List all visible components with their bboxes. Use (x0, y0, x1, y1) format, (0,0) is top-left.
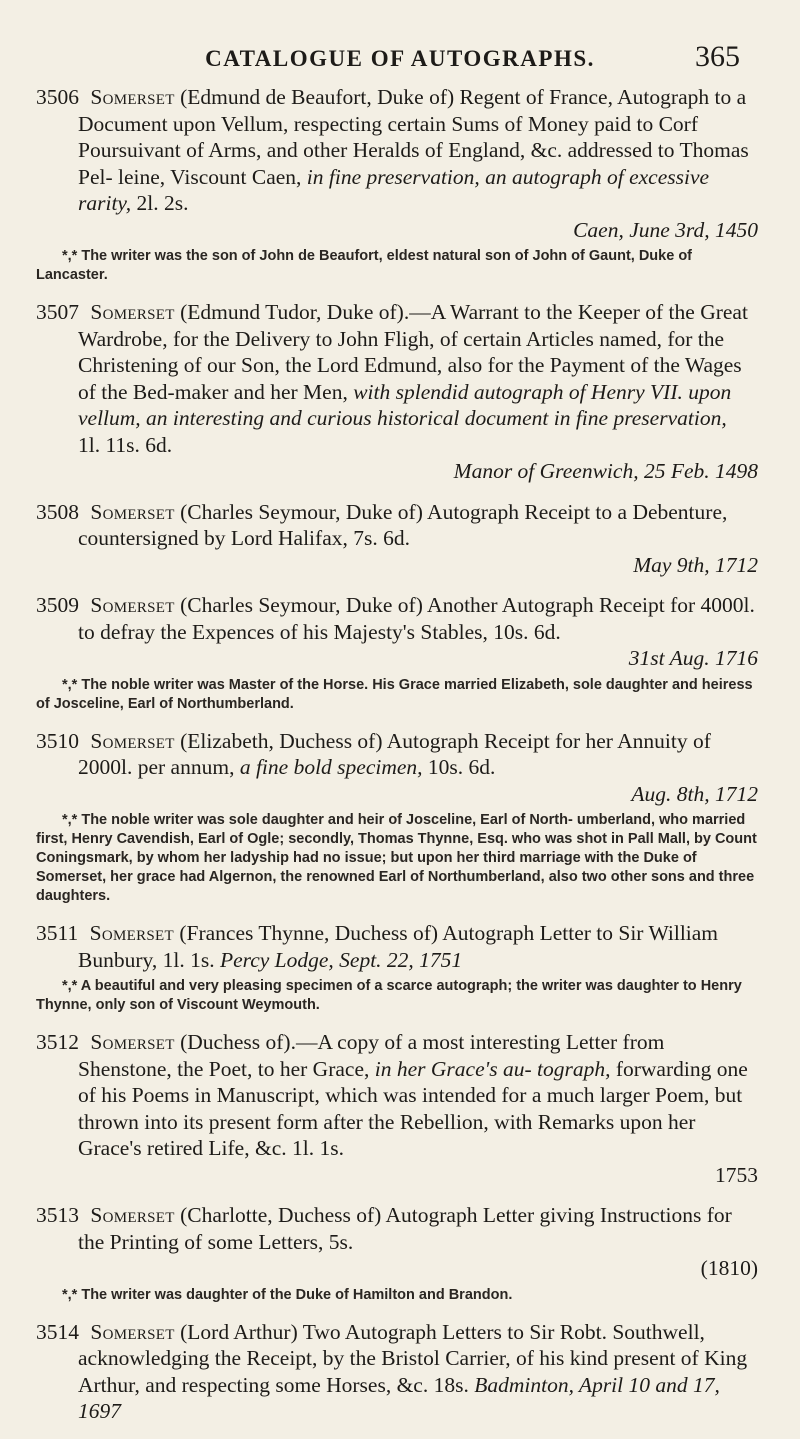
catalogue-entry (36, 499, 758, 579)
entry-description: (Lord Arthur) Two Autograph Letters to Sir Robt. Southwell, acknowledging the Receipt, by the Bristol Carrier, of his kind present of King Arthur, and respecting some Horses, &c. (78, 1319, 748, 1397)
entry-note: *,* The noble writer was sole daughter and heir of Josceline, Earl of North- umberland, who married first, Henry Cavendish, Earl of Ogle; secondly, Thomas Thynne, Esq. who was shot in Pall Mall, by Count Coningsmark, by whom her ladyship had no issue; but upon her third marriage with the Duke of Somerset, her grace had Algernon, the renowned Earl of Northumberland, also two other sons and three daughters. (36, 812, 757, 904)
entry-italic-remark: in her Grace's au- tograph, (374, 1056, 611, 1081)
entry-description: (Charles Seymour, Duke of) Another Autograph Receipt for 4000l. to defray the Expences of his Majesty's Stables, (78, 593, 755, 644)
catalogue-entry (36, 299, 758, 485)
entry-price: 10s. 6d. (493, 619, 561, 644)
lot-number: 3506 (36, 85, 79, 109)
lot-number: 3513 (36, 1203, 79, 1227)
entry-description: (Edmund de Beaufort, Duke of) Regent of France, Autograph to a Document upon Vellum, respecting certain Sums of Money paid to Corf Poursuivant of Arms, and other Heralds of England, &c. addressed to Thomas Pel- leine, Viscount Caen, (78, 85, 749, 189)
entry-price: 5s. (328, 1229, 354, 1254)
entry-date: Caen, June 3rd, 1450 (573, 217, 758, 242)
entry-price: 10s. 6d. (427, 755, 496, 779)
entry-description: (Charlotte, Duchess of) Autograph Letter giving Instructions for the Printing of some Letters, (78, 1203, 732, 1254)
entry-name: Somerset (90, 1203, 175, 1227)
entries-list (36, 84, 758, 1439)
lot-number: 3508 (36, 499, 79, 524)
entry-name: Somerset (90, 300, 175, 324)
entry-italic-remark: a fine bold specimen, (239, 755, 423, 779)
entry-date: (1810) (700, 1256, 758, 1280)
entry-note: *,* The writer was the son of John de Beaufort, eldest natural son of John of Gaunt, Duke of Lancaster. (36, 248, 693, 283)
entry-note: *,* The noble writer was Master of the Horse. His Grace married Elizabeth, sole daughter and heiress of Josceline, Earl of Northumberland. (36, 676, 753, 712)
entry-date: Manor of Greenwich, 25 Feb. 1498 (453, 459, 758, 483)
entry-name: Somerset (90, 593, 175, 617)
running-title: CATALOGUE OF AUTOGRAPHS. (205, 46, 595, 71)
lot-number: 3510 (36, 728, 79, 753)
page-number: 365 (695, 40, 740, 73)
entry-name: Somerset (90, 85, 175, 109)
catalogue-entry (36, 1029, 758, 1188)
entry-italic-remark: with splendid autograph of Henry VII. upon vellum, an interesting and curious historical document in fine preservation, (78, 379, 732, 430)
lot-number: 3507 (36, 300, 79, 324)
entry-date: Aug. 8th, 1712 (631, 781, 758, 806)
lot-number: 3509 (36, 593, 79, 617)
entry-name: Somerset (90, 728, 175, 753)
lot-number: 3512 (36, 1030, 79, 1054)
page-header (60, 38, 740, 78)
entry-name: Somerset (90, 1319, 175, 1344)
entry-name: Somerset (90, 499, 175, 524)
lot-number: 3514 (36, 1319, 79, 1344)
entry-date: 31st Aug. 1716 (628, 646, 758, 670)
entry-price: 2l. 2s. (136, 191, 189, 215)
entry-price: 1l. 11s. 6d. (78, 432, 173, 457)
entry-description: (Edmund Tudor, Duke of).—A Warrant to the Keeper of the Great Wardrobe, for the Delivery to John Fligh, of certain Articles named, for the Christening of our Son, the Lord Edmund, also for the Payment of the Wages of the Bed-maker and her Men, (78, 300, 748, 404)
entry-description: (Elizabeth, Duchess of) Autograph Receipt for her Annuity of 2000l. per annum, (78, 728, 711, 779)
entry-name: Somerset (89, 921, 174, 945)
catalogue-entry (36, 920, 758, 1015)
entry-italic-remark: in fine preservation, an autograph of excessive rarity, (78, 164, 710, 215)
entry-date: Badminton, April 10 and 17, 1697 (78, 1372, 720, 1423)
entry-price: 7s. 6d. (353, 526, 410, 550)
entry-description-continued: forwarding one of his Poems in Manuscript, which was intended for a much larger Poem, but thrown into its present form after the Rebellion, with Remarks upon her Grace's retired Life, &c. (78, 1056, 748, 1160)
entry-price: 1l. 1s. (291, 1136, 344, 1160)
entry-price: 18s. (433, 1372, 469, 1397)
entry-date: May 9th, 1712 (633, 552, 758, 577)
entry-price: 1l. 1s. (162, 947, 215, 972)
catalogue-entry (36, 728, 758, 907)
entry-date: 1753 (715, 1162, 758, 1187)
catalogue-entry (36, 84, 758, 285)
entry-note: *,* The writer was daughter of the Duke of Hamilton and Brandon. (62, 1286, 513, 1303)
entry-note: *,* A beautiful and very pleasing specimen of a scarce autograph; the writer was daughter to Henry Thynne, only son of Viscount Weymouth. (36, 978, 742, 1013)
catalogue-entry (36, 592, 758, 714)
entry-date: Percy Lodge, Sept. 22, 1751 (219, 947, 463, 972)
lot-number: 3511 (36, 921, 79, 945)
entry-description: (Duchess of).—A copy of a most interesting Letter from Shenstone, the Poet, to her Grace, (78, 1030, 665, 1081)
catalogue-entry (36, 1202, 758, 1305)
entry-name: Somerset (90, 1030, 175, 1054)
entry-description: (Frances Thynne, Duchess of) Autograph Letter to Sir William Bunbury, (78, 921, 719, 972)
catalogue-entry (36, 1319, 758, 1425)
entry-description: (Charles Seymour, Duke of) Autograph Receipt to a Debenture, countersigned by Lord Halifax, (78, 499, 728, 550)
